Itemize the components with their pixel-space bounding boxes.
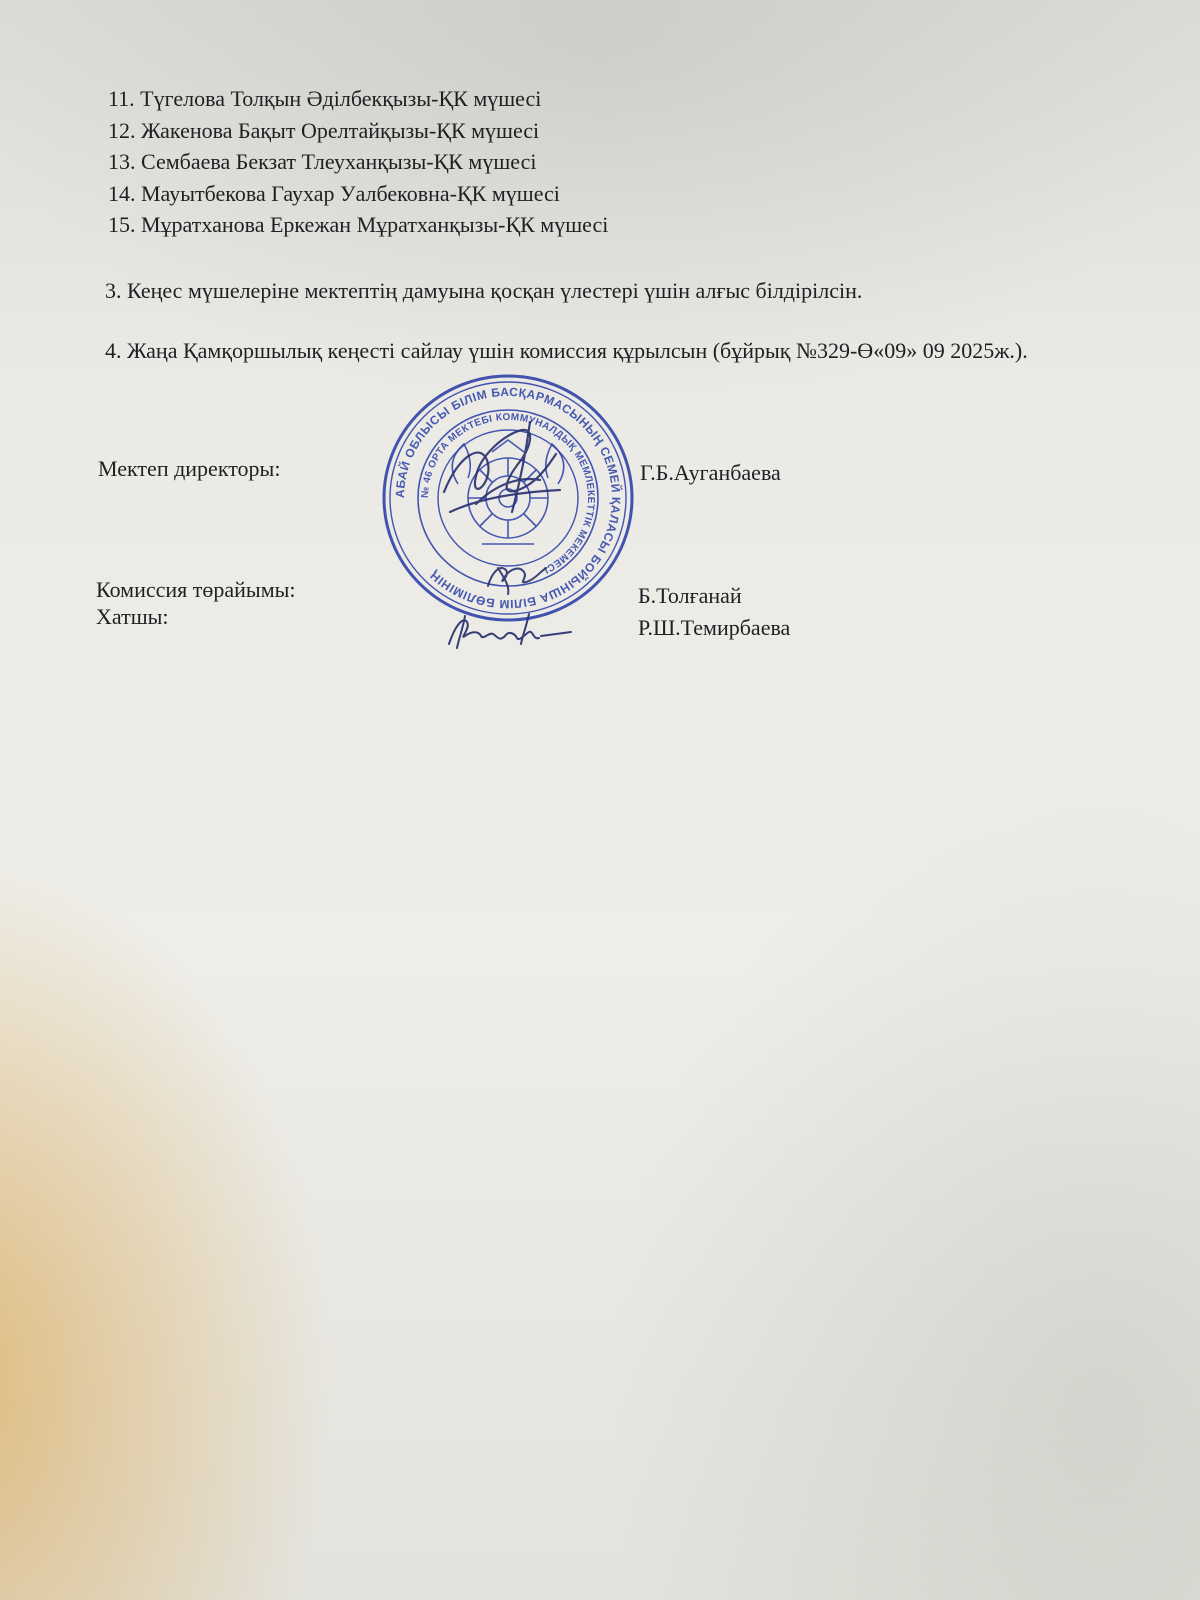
secretary-name: Р.Ш.Темирбаева bbox=[638, 615, 791, 640]
stamp-outer-text: АБАЙ ОБЛЫСЫ БІЛІМ БАСҚАРМАСЫНЫҢ СЕМЕЙ ҚАЛАСЫ БОЙЫНША БІЛІМ БӨЛІМІНІҢ bbox=[392, 384, 624, 612]
chair-name: Б.Толғанай bbox=[638, 583, 742, 608]
member-14: 14. Мауытбекова Гаухар Уалбековна-ҚК мүшесі bbox=[108, 180, 560, 206]
member-12: 12. Жакенова Бақыт Орелтайқызы-ҚК мүшесі bbox=[108, 117, 540, 143]
member-11: 11. Түгелова Толқын Әділбекқызы-ҚК мүшесі bbox=[108, 86, 542, 111]
chair-label: Комиссия төрайымы: bbox=[96, 577, 296, 602]
member-list bbox=[108, 83, 608, 241]
director-label: Мектеп директоры: bbox=[98, 456, 281, 481]
paragraph-3: 3. Кеңес мүшелеріне мектептің дамуына қосқан үлестері үшін алғыс білдірілсін. bbox=[105, 278, 863, 303]
secretary-signature-icon bbox=[445, 606, 575, 652]
director-name: Г.Б.Ауганбаева bbox=[640, 460, 781, 485]
member-13: 13. Сембаева Бекзат Тлеуханқызы-ҚК мүшесі bbox=[108, 149, 537, 174]
stamp-inner-text: № 46 ОРТА МЕКТЕБІ КОММУНАЛДЫҚ МЕМЛЕКЕТТІК МЕКЕМЕСІ bbox=[419, 411, 597, 576]
member-15: 15. Мұратханова Еркежан Мұратханқызы-ҚК мүшесі bbox=[108, 212, 609, 237]
secretary-label: Хатшы: bbox=[96, 604, 169, 629]
paragraph-4: 4. Жаңа Қамқоршылық кеңесті сайлау үшін комиссия құрылсын (бұйрық №329-Ө«09» 09 2025ж.). bbox=[105, 338, 1028, 363]
official-stamp bbox=[380, 372, 636, 624]
